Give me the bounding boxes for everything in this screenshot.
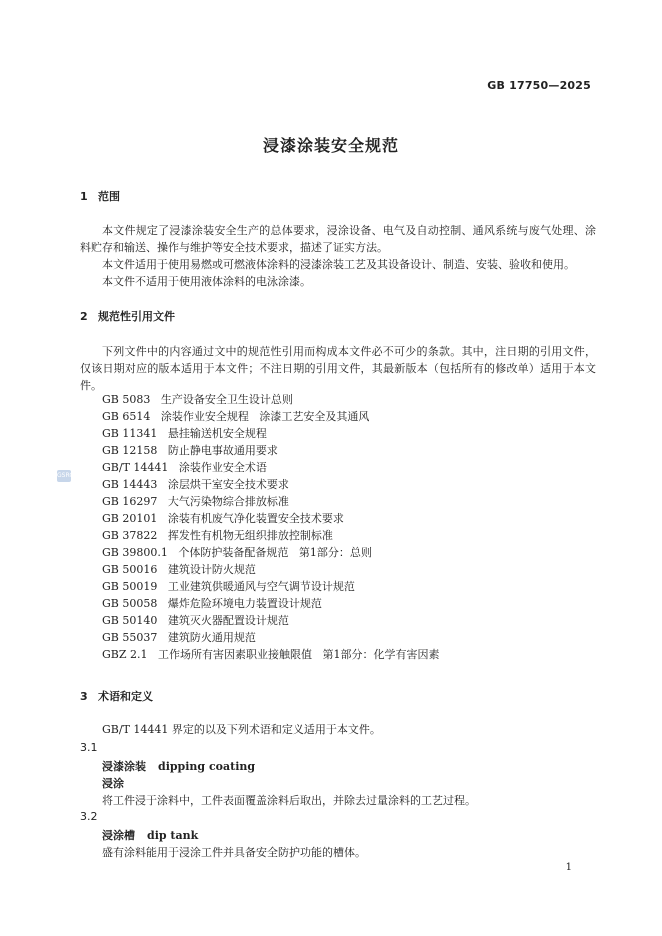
term-zh: 浸涂槽 xyxy=(102,829,135,842)
reference-item: GB 50140 建筑灭火器配置设计规范 xyxy=(102,614,289,627)
term-alt: 浸涂 xyxy=(102,777,124,790)
scope-paragraph: 本文件规定了浸漆涂装安全生产的总体要求，浸涂设备、电气及自动控制、通风系统与废气处理、涂料贮存和输送、操作与维护等安全技术要求，描述了证实方法。 xyxy=(80,224,596,255)
term-entry xyxy=(102,758,255,774)
term-en: dipping coating xyxy=(158,760,256,773)
term-zh: 浸漆涂装 xyxy=(102,760,146,773)
term-number: 3.1 xyxy=(80,741,98,754)
section-heading-terms xyxy=(80,688,153,704)
reference-item: GB 6514 涂装作业安全规程 涂漆工艺安全及其通风 xyxy=(102,410,370,423)
section-title: 范围 xyxy=(98,190,120,203)
normative-intro: 下列文件中的内容通过文中的规范性引用而构成本文件必不可少的条款。其中，注日期的引用文件，仅该日期对应的版本适用于本文件；不注日期的引用文件，其最新版本（包括所有的修改单）适用于本文件。 xyxy=(80,345,596,393)
reference-item: GB 20101 涂装有机废气净化装置安全技术要求 xyxy=(102,512,344,525)
term-definition: 盛有涂料能用于浸涂工件并具备安全防护功能的槽体。 xyxy=(102,846,366,859)
section-title: 术语和定义 xyxy=(98,690,153,703)
section-title: 规范性引用文件 xyxy=(98,310,175,323)
watermark-stamp: GSRC xyxy=(57,470,71,482)
scope-paragraph: 本文件不适用于使用液体涂料的电泳涂漆。 xyxy=(102,275,311,288)
scope-paragraph: 本文件适用于使用易燃或可燃液体涂料的浸漆涂装工艺及其设备设计、制造、安装、验收和使用。 xyxy=(102,258,575,271)
page-number: 1 xyxy=(565,862,572,873)
section-number: 2 xyxy=(80,310,88,323)
reference-item: GB 50016 建筑设计防火规范 xyxy=(102,563,256,576)
reference-item: GB 39800.1 个体防护装备配备规范 第1部分：总则 xyxy=(102,546,372,559)
reference-item: GB 16297 大气污染物综合排放标准 xyxy=(102,495,289,508)
section-number: 1 xyxy=(80,190,88,203)
reference-item: GB 37822 挥发性有机物无组织排放控制标准 xyxy=(102,529,333,542)
term-en: dip tank xyxy=(147,829,199,842)
reference-item: GB 50058 爆炸危险环境电力装置设计规范 xyxy=(102,597,322,610)
terms-intro: GB/T 14441 界定的以及下列术语和定义适用于本文件。 xyxy=(102,723,381,736)
term-entry xyxy=(102,827,198,843)
reference-item: GB 55037 建筑防火通用规范 xyxy=(102,631,256,644)
section-number: 3 xyxy=(80,690,88,703)
section-heading-scope xyxy=(80,188,120,204)
reference-item: GB/T 14441 涂装作业安全术语 xyxy=(102,461,267,474)
reference-item: GB 11341 悬挂输送机安全规程 xyxy=(102,427,267,440)
section-heading-normative xyxy=(80,308,175,324)
reference-item: GB 5083 生产设备安全卫生设计总则 xyxy=(102,393,293,406)
reference-item: GB 12158 防止静电事故通用要求 xyxy=(102,444,278,457)
term-definition: 将工件浸于涂料中，工件表面覆盖涂料后取出，并除去过量涂料的工艺过程。 xyxy=(102,794,476,807)
term-number: 3.2 xyxy=(80,810,98,823)
standard-number: GB 17750—2025 xyxy=(487,79,591,92)
reference-item: GB 14443 涂层烘干室安全技术要求 xyxy=(102,478,289,491)
reference-item: GBZ 2.1 工作场所有害因素职业接触限值 第1部分：化学有害因素 xyxy=(102,648,440,661)
page-title: 浸漆涂装安全规范 xyxy=(262,136,399,155)
reference-item: GB 50019 工业建筑供暖通风与空气调节设计规范 xyxy=(102,580,355,593)
